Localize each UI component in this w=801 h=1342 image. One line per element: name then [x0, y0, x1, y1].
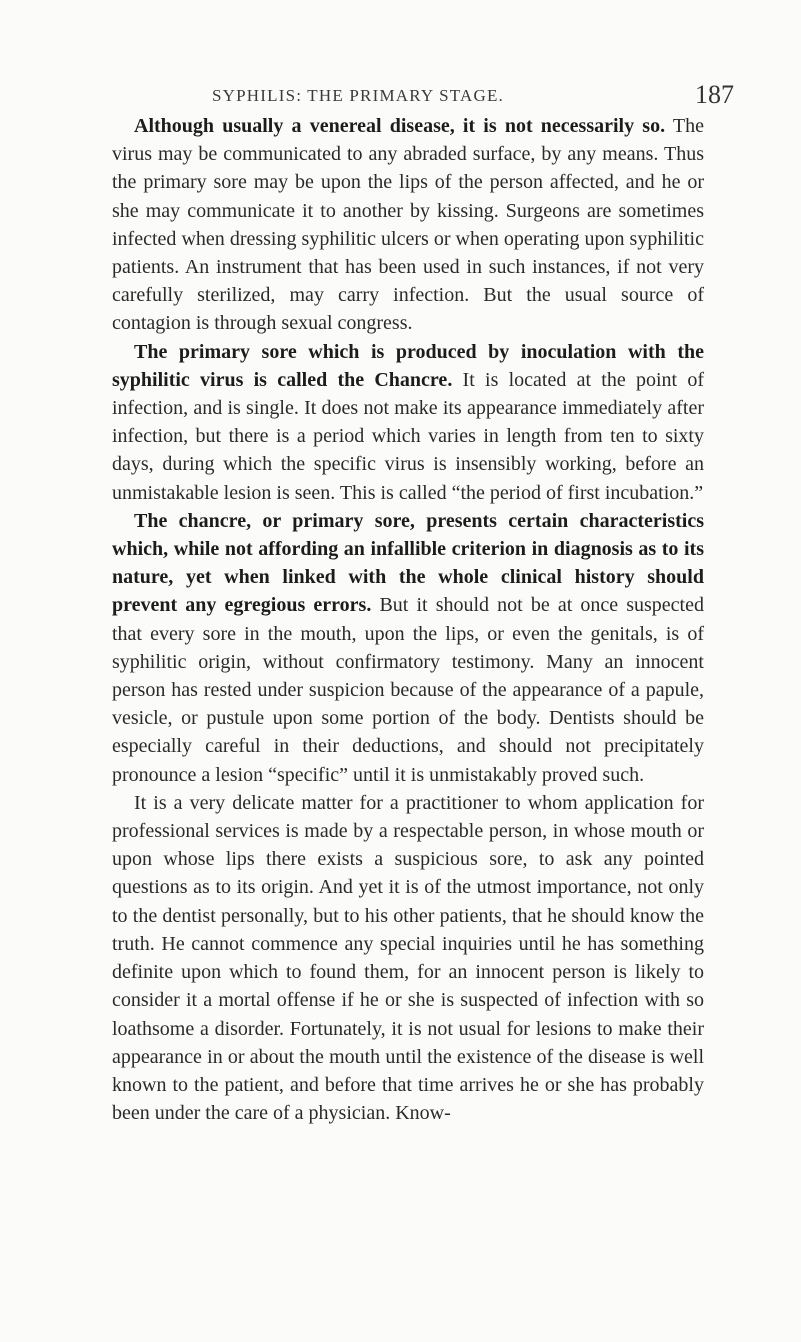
paragraph-body: It is a very delicate matter for a practitioner to whom application for professional services is made by a respectable person, in whose mouth or upon whose lips there exists a suspicious sore, to ask any pointed questions as to its origin. And yet it is of the utmost importance, not only to the dentist personally, but to his other patients, that he should know the truth. He cannot commence any special inquiries until he has something definite upon which to found them, for an innocent person is likely to consider it a mortal offense if he or she is suspected of infection with so loathsome a disorder. Fortunately, it is not usual for lesions to make their appearance in or about the mouth until the existence of the disease is well known to the patient, and before that time arrives he or she has probably been under the care of a physician. Know-	[112, 791, 704, 1125]
body-text	[112, 112, 704, 1127]
paragraph-lead: The primary sore which is produced by inoculation with the syphilitic virus is called the Chancre.	[112, 340, 704, 391]
running-head: SYPHILIS: THE PRIMARY STAGE.	[212, 86, 504, 105]
paragraph	[112, 112, 704, 338]
paragraph	[112, 507, 704, 789]
paragraph-lead: The chancre, or primary sore, presents certain characteristics which, while not affording an infallible criterion in diagnosis as to its nature, yet when linked with the whole clinical history should prevent any egregious errors.	[112, 509, 704, 617]
page-number: 187	[695, 80, 734, 109]
paragraph-body: The virus may be communicated to any abraded surface, by any means. Thus the primary sore may be upon the lips of the person affected, and he or she may communicate it to another by kissing. Surgeons are sometimes infected when dressing syphilitic ulcers or when operating upon syphilitic patients. An instrument that has been used in such instances, if not very carefully sterilized, may carry infection. But the usual source of contagion is through sexual congress.	[112, 115, 704, 335]
paragraph-lead: Although usually a venereal disease, it is not necessarily so.	[134, 115, 666, 137]
paragraph	[112, 338, 704, 507]
paragraph-body: It is located at the point of infection, and is single. It does not make its appearance immediately after infection, but there is a period which varies in length from ten to sixty days, during which the specific virus is insensibly working, before an unmistakable lesion is seen. This is called “the period of first incubation.”	[112, 368, 704, 504]
paragraph	[112, 789, 704, 1127]
paragraph-body: But it should not be at once suspected that every sore in the mouth, upon the lips, or even the genitals, is of syphilitic origin, without confirmatory testimony. Many an innocent person has rested under suspicion because of the appearance of a papule, vesicle, or pustule upon some portion of the body. Dentists should be especially careful in their deductions, and should not precipitately pronounce a lesion “specific” until it is unmistakably proved such.	[112, 594, 704, 786]
